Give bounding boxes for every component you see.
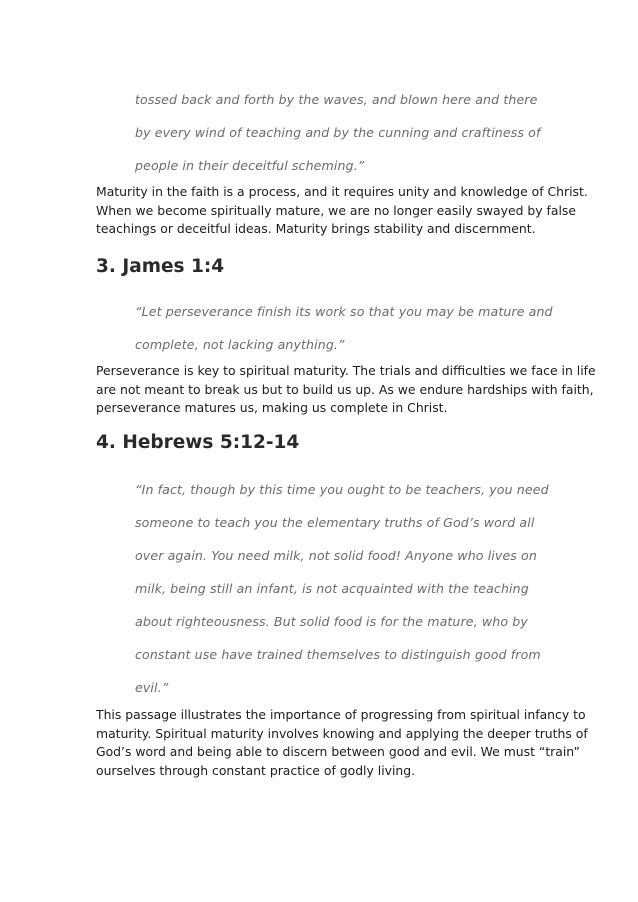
paragraph-line: perseverance matures us, making us complete in Christ. [96, 400, 448, 415]
paragraph-line: maturity. Spiritual maturity involves knowing and applying the deeper truths of [96, 725, 588, 741]
commentary-paragraph [96, 706, 588, 780]
section-heading: 4. Hebrews 5:12-14 [96, 432, 300, 453]
scripture-quote-line: “Let perseverance finish its work so that you may be mature and [135, 304, 553, 319]
scripture-quote-line: someone to teach you the elementary truths of God’s word all [135, 515, 535, 530]
scripture-quote-line: about righteousness. But solid food is for the mature, who by [135, 614, 528, 629]
paragraph-line: Maturity in the faith is a process, and it requires unity and knowledge of Christ. [96, 184, 588, 199]
scripture-quote-line: milk, being still an infant, is not acquainted with the teaching [135, 581, 529, 596]
paragraph-line: This passage illustrates the importance of progressing from spiritual infancy to [96, 707, 586, 722]
scripture-quote-line: constant use have trained themselves to distinguish good from [135, 647, 541, 662]
scripture-quote-line: “In fact, though by this time you ought to be teachers, you need [135, 482, 549, 497]
paragraph-line: are not meant to break us but to build us up. As we endure hardships with faith, [96, 381, 594, 397]
paragraph-line: Perseverance is key to spiritual maturity. The trials and difficulties we face in life [96, 363, 596, 378]
paragraph-line: teachings or deceitful ideas. Maturity brings stability and discernment. [96, 221, 536, 236]
scripture-quote-line: by every wind of teaching and by the cunning and craftiness of [135, 125, 541, 140]
scripture-quote-line: tossed back and forth by the waves, and blown here and there [135, 92, 538, 107]
paragraph-line: God’s word and being able to discern between good and evil. We must “train” [96, 744, 580, 759]
commentary-paragraph [96, 183, 588, 239]
scripture-quote-line: complete, not lacking anything.” [135, 337, 345, 352]
scripture-quote-line: people in their deceitful scheming.” [135, 158, 365, 173]
scripture-quote-line: over again. You need milk, not solid food! Anyone who lives on [135, 548, 537, 563]
scripture-quote-line: evil.” [135, 680, 169, 695]
commentary-paragraph [96, 362, 596, 418]
paragraph-line: When we become spiritually mature, we are no longer easily swayed by false [96, 202, 577, 218]
paragraph-line: ourselves through constant practice of godly living. [96, 762, 416, 778]
section-heading: 3. James 1:4 [96, 256, 225, 277]
